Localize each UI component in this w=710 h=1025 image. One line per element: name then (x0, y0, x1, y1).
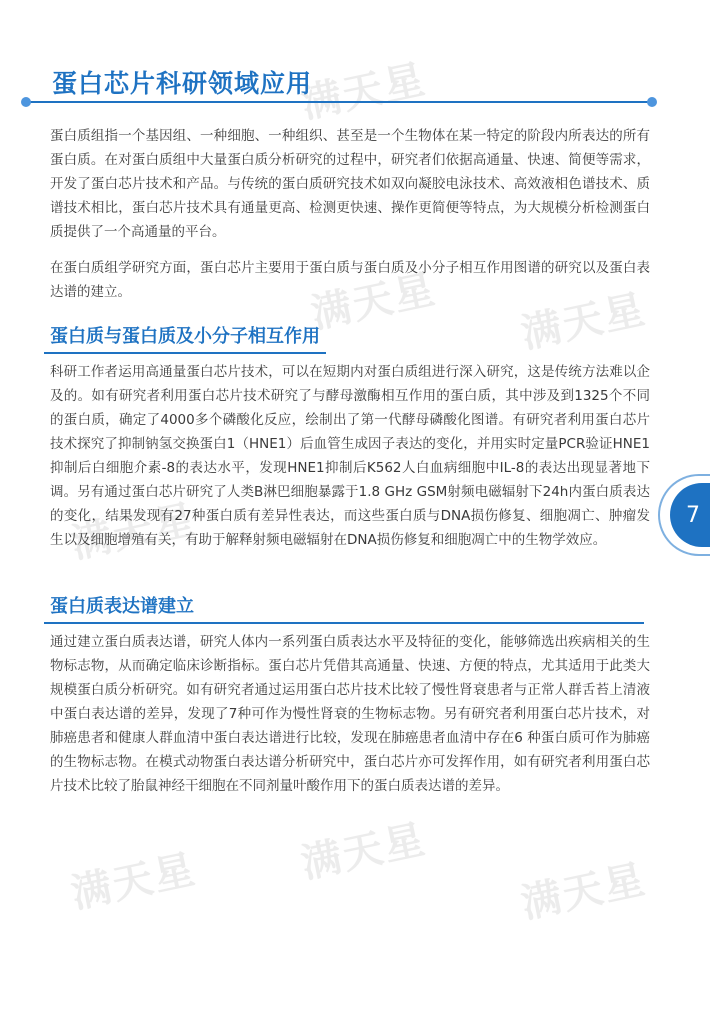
divider-dot-left (21, 97, 31, 107)
watermark: 满天星 (517, 286, 651, 358)
section-underline (44, 622, 644, 624)
page-number: 7 (686, 502, 700, 528)
section-body-expression: 通过建立蛋白质表达谱，研究人体内一系列蛋白质表达水平及特征的变化，能够筛选出疾病相关的生物标志物，从而确定临床诊断指标。蛋白芯片凭借其高通量、快速、方便的特点，尤其适用于此类大规模蛋白质分析研究。如有研究者通过运用蛋白芯片技术比较了慢性肾衰患者与正常人群舌苔上清液中蛋白表达谱的差异，发现了7种可作为慢性肾衰的生物标志物。另有研究者利用蛋白芯片技术，对肺癌患者和健康人群血清中蛋白表达谱进行比较，发现在肺癌患者血清中存在6 种蛋白质可作为肺癌的生物标志物。在模式动物蛋白表达谱分析研究中，蛋白芯片亦可发挥作用，如有研究者利用蛋白芯片技术比较了胎鼠神经干细胞在不同剂量叶酸作用下的蛋白质表达谱的差异。 (50, 634, 650, 794)
section-heading-expression: 蛋白质表达谱建立 (50, 596, 194, 617)
watermark: 满天星 (307, 266, 441, 338)
intro-paragraph-2: 在蛋白质组学研究方面，蛋白芯片主要用于蛋白质与蛋白质及小分子相互作用图谱的研究以及蛋白表达谱的建立。 (50, 260, 650, 300)
page-title: 蛋白芯片科研领域应用 (52, 69, 313, 98)
section-heading-interaction: 蛋白质与蛋白质及小分子相互作用 (50, 326, 320, 347)
watermark: 满天星 (67, 846, 201, 918)
title-divider (24, 101, 654, 103)
intro-paragraph-1: 蛋白质组指一个基因组、一种细胞、一种组织、甚至是一个生物体在某一特定的阶段内所表达的所有蛋白质。在对蛋白质组中大量蛋白质分析研究的过程中，研究者们依据高通量、快速、简便等需求，开发了蛋白芯片技术和产品。与传统的蛋白质研究技术如双向凝胶电泳技术、高效液相色谱技术、质谱技术相比，蛋白芯片技术具有通量更高、检测更快速、操作更简便等特点，为大规模分析检测蛋白质提供了一个高通量的平台。 (50, 128, 650, 240)
watermark: 满天星 (297, 56, 431, 128)
watermark: 满天星 (517, 856, 651, 928)
section-body-interaction: 科研工作者运用高通量蛋白芯片技术，可以在短期内对蛋白质组进行深入研究，这是传统方法难以企及的。如有研究者利用蛋白芯片技术研究了与酵母激酶相互作用的蛋白质，其中涉及到1325个不同的蛋白质，确定了4000多个磷酸化反应，绘制出了第一代酵母磷酸化图谱。有研究者利用蛋白芯片技术探究了抑制钠氢交换蛋白1（HNE1）后血管生成因子表达的变化，并用实时定量PCR验证HNE1抑制后白细胞介素-8的表达水平，发现HNE1抑制后K562人白血病细胞中IL-8的表达出现显著地下调。另有通过蛋白芯片研究了人类B淋巴细胞暴露于1.8 GHz GSM射频电磁辐射下24h内蛋白质表达的变化，结果发现有27种蛋白质有差异性表达，而这些蛋白质与DNA损伤修复、细胞凋亡、肿瘤发生以及细胞增殖有关，有助于解释射频电磁辐射在DNA损伤修复和细胞凋亡中的生物学效应。 (50, 364, 650, 548)
watermark: 满天星 (67, 496, 201, 568)
title-bar (24, 58, 654, 110)
divider-dot-right (647, 97, 657, 107)
watermark: 满天星 (297, 816, 431, 888)
section-underline (44, 352, 326, 354)
